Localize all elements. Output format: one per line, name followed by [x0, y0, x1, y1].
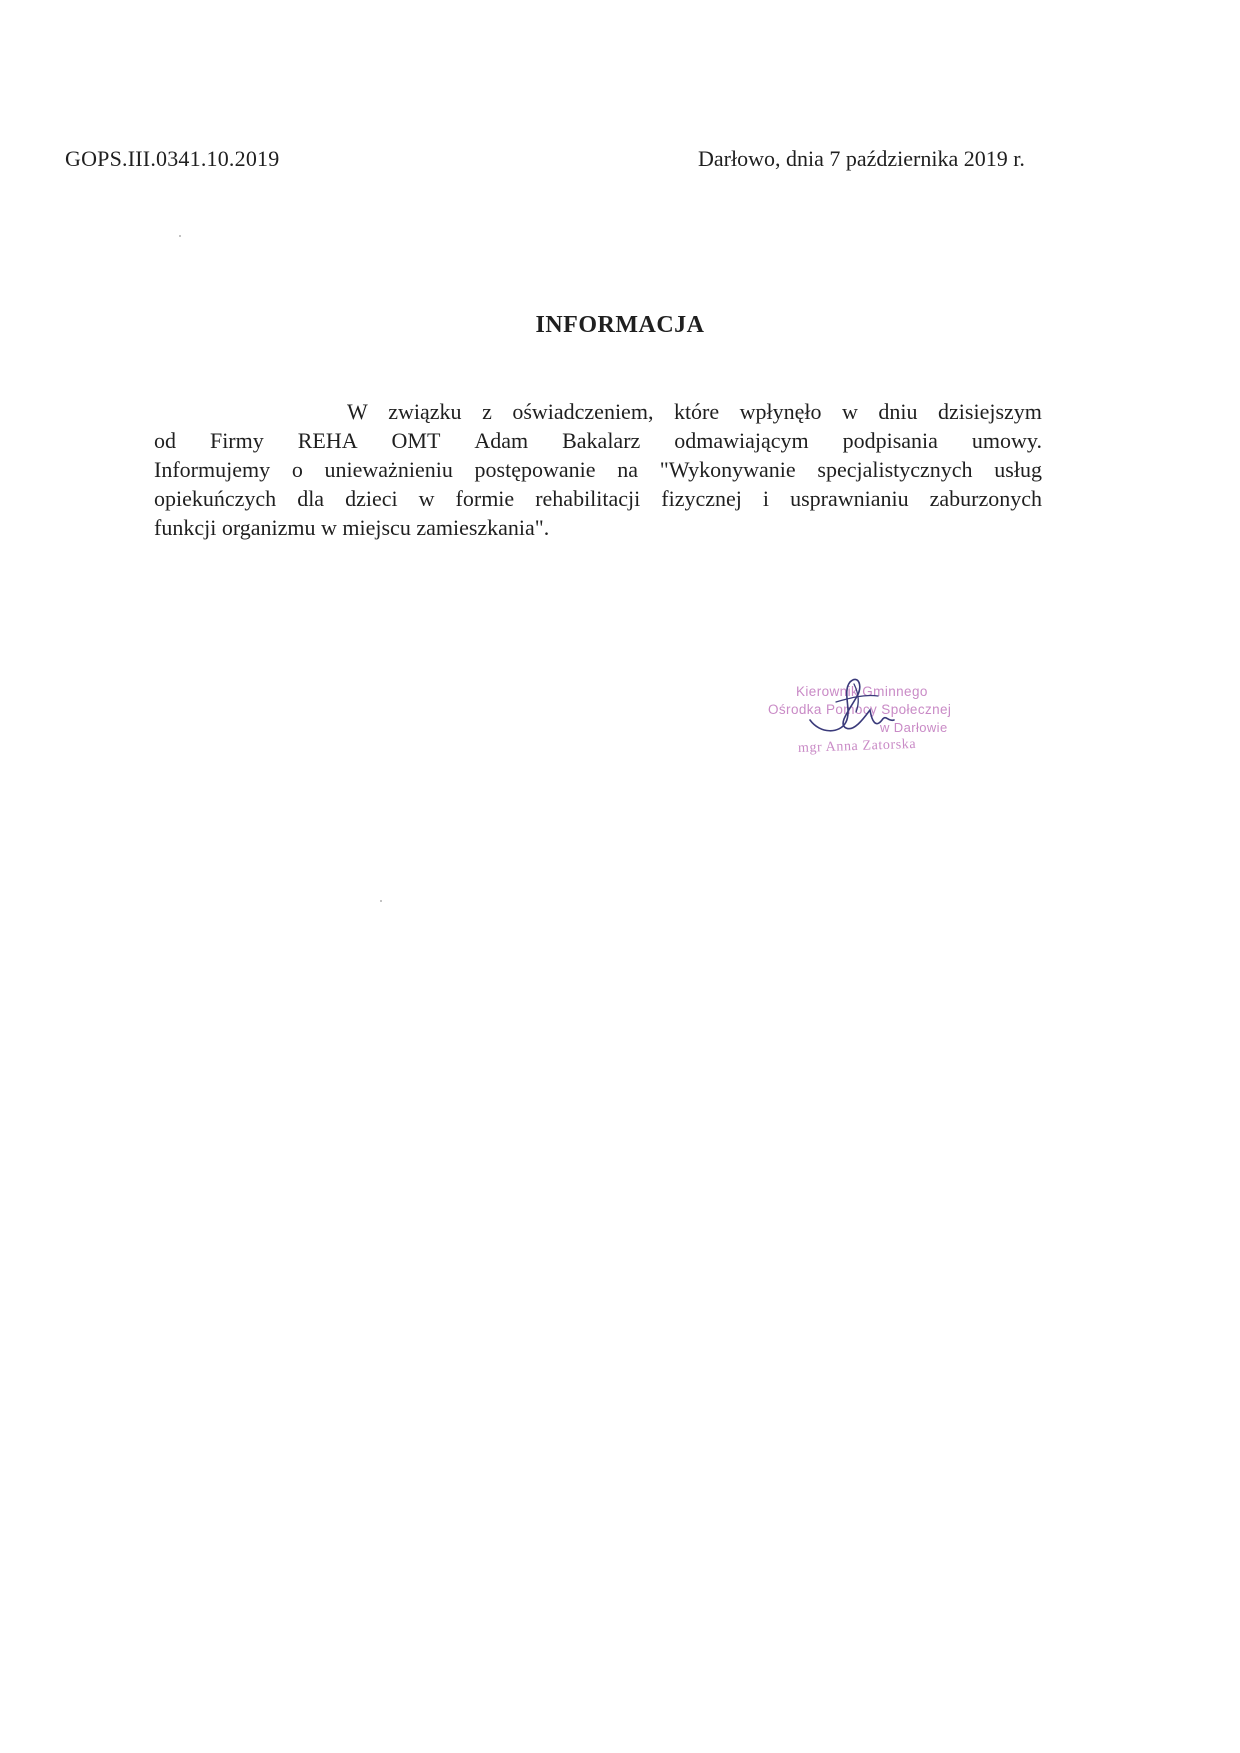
- body-word: dniu: [878, 399, 918, 424]
- stamp-location-line: w Darłowie: [880, 720, 948, 735]
- body-line: funkcji organizmu w miejscu zamieszkania".: [154, 515, 550, 540]
- body-word: związku: [388, 399, 462, 424]
- document-title: INFORMACJA: [535, 312, 705, 338]
- body-word: wpłynęło: [739, 399, 822, 424]
- body-word: specjalistycznych: [817, 457, 973, 482]
- body-word: REHA: [297, 428, 358, 453]
- body-word: zaburzonych: [929, 486, 1042, 511]
- stamp-office-line: Ośrodka Pomocy Społecznej: [768, 702, 952, 717]
- body-line: [154, 455, 1042, 484]
- stamp-title-line: Kierownik Gminnego: [796, 684, 928, 699]
- body-word: dzieci: [345, 486, 398, 511]
- body-word: opiekuńczych: [154, 486, 277, 511]
- body-word: postępowanie: [474, 457, 596, 482]
- body-word: unieważnieniu: [324, 457, 453, 482]
- body-text: [154, 397, 1042, 542]
- reference-number: GOPS.III.0341.10.2019: [65, 146, 280, 171]
- body-word: oświadczeniem,: [512, 399, 654, 424]
- body-word: umowy.: [971, 428, 1042, 453]
- body-word: o: [291, 457, 303, 482]
- body-line: [154, 426, 1042, 455]
- scan-speck: [179, 235, 181, 237]
- body-word: OMT: [391, 428, 441, 453]
- body-word: W: [347, 399, 368, 424]
- body-word: Informujemy: [154, 457, 271, 482]
- official-stamp: [760, 676, 1000, 760]
- body-word: formie: [455, 486, 515, 511]
- body-word: fizycznej: [661, 486, 742, 511]
- body-word: od: [154, 428, 176, 453]
- body-word: odmawiającym: [674, 428, 809, 453]
- body-word: dla: [297, 486, 325, 511]
- body-word: i: [762, 486, 770, 511]
- scan-speck: [380, 900, 382, 902]
- stamp-name: mgr Anna Zatorska: [797, 736, 917, 756]
- body-word: Adam: [474, 428, 529, 453]
- body-line: [154, 397, 1042, 426]
- body-word: w: [418, 486, 435, 511]
- body-word: dzisiejszym: [938, 399, 1042, 424]
- body-word: z: [482, 399, 492, 424]
- body-line: [154, 484, 1042, 513]
- body-word: "Wykonywanie: [659, 457, 796, 482]
- body-word: Firmy: [209, 428, 264, 453]
- body-word: usprawnianiu: [790, 486, 909, 511]
- body-word: usług: [994, 457, 1042, 482]
- body-word: na: [617, 457, 638, 482]
- body-word: rehabilitacji: [535, 486, 641, 511]
- body-word: w: [842, 399, 858, 424]
- place-and-date: Darłowo, dnia 7 października 2019 r.: [698, 146, 1025, 171]
- body-word: podpisania: [842, 428, 938, 453]
- body-word: Bakalarz: [562, 428, 641, 453]
- body-word: które: [673, 399, 720, 424]
